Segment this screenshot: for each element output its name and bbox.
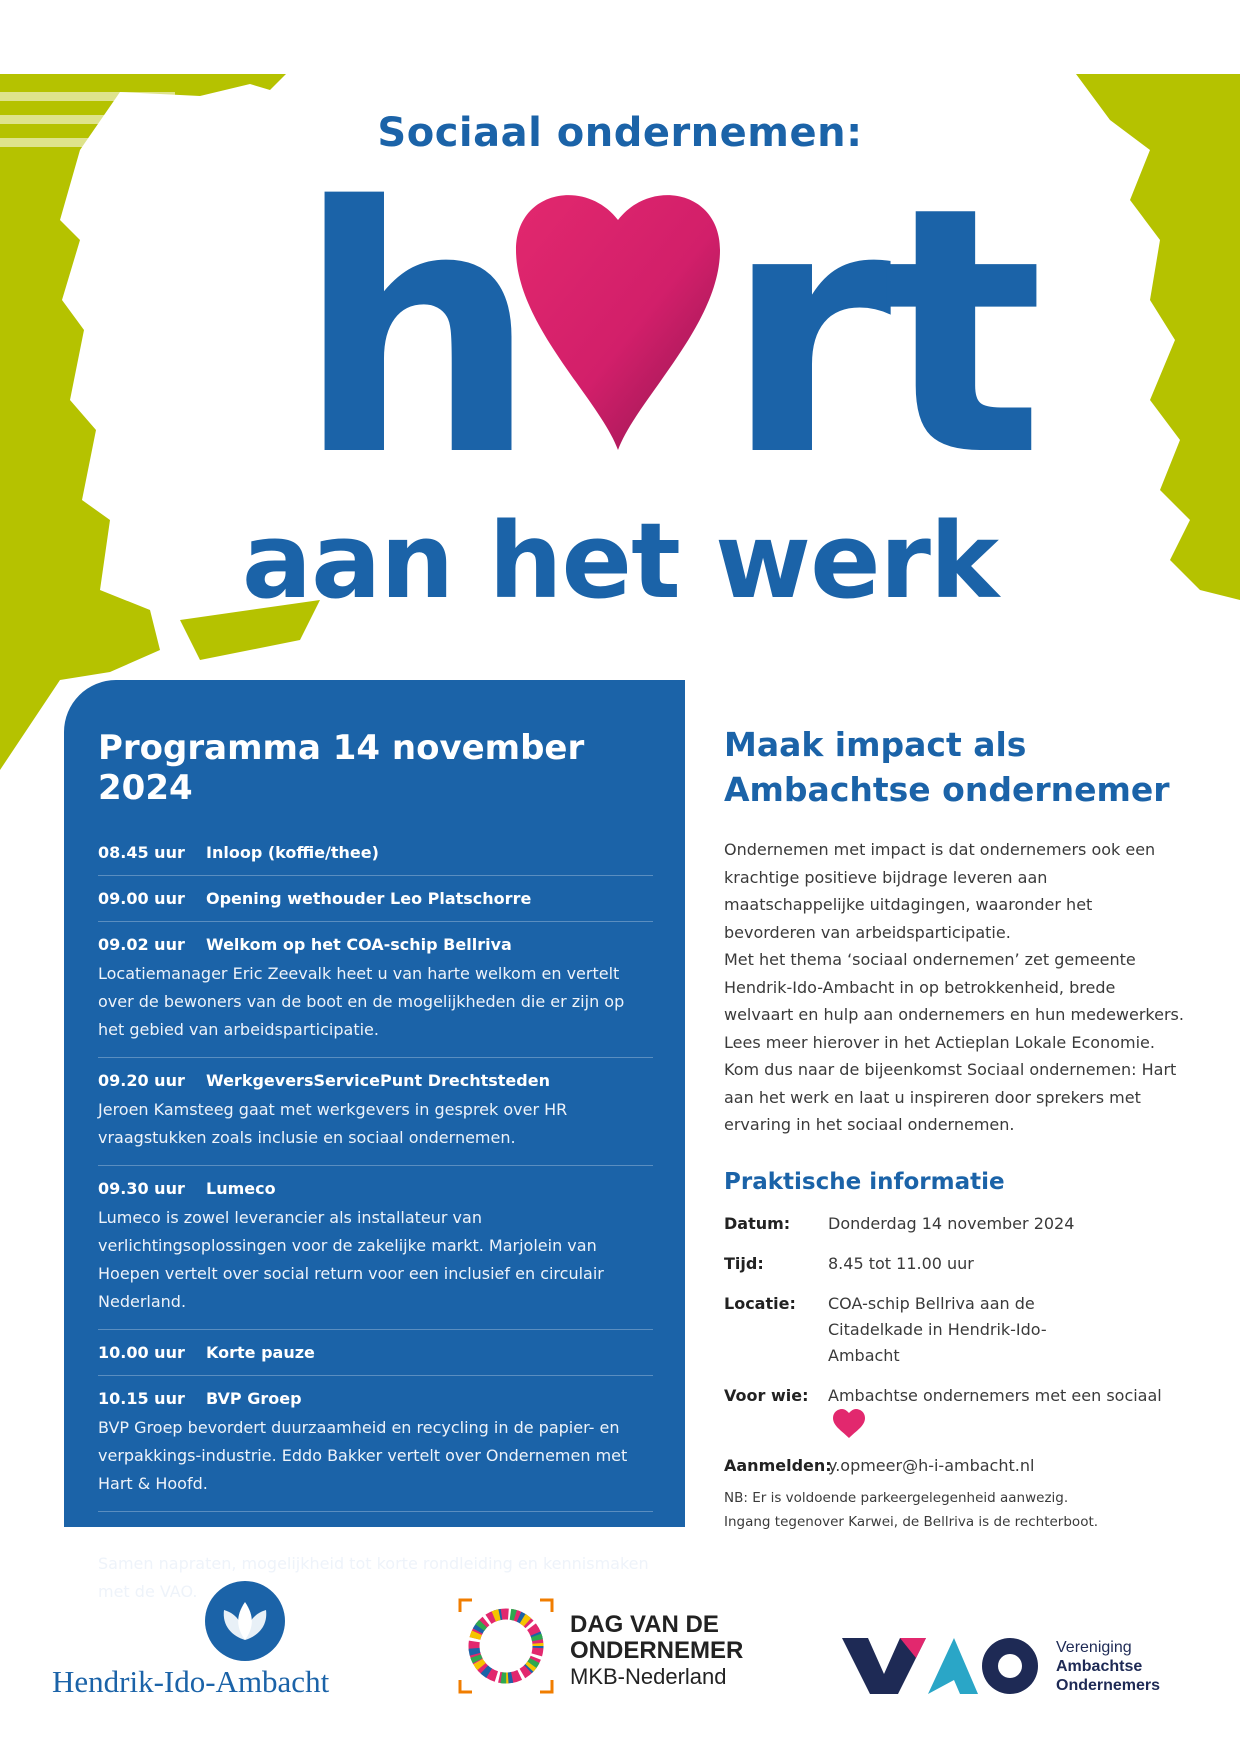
- logo-letter-h: h: [296, 135, 531, 531]
- program-item: [98, 876, 653, 922]
- program-desc: Jeroen Kamsteeg gaat met werkgevers in gesprek over HR vraagstukken zoals inclusie en sociaal ondernemen.: [98, 1100, 568, 1147]
- info-row-tijd: [724, 1251, 1186, 1277]
- program-title: Inloop (koffie/thee): [206, 843, 379, 862]
- program-item: [98, 1058, 653, 1166]
- program-title: Lumeco: [206, 1179, 276, 1198]
- parking-note: [724, 1486, 1098, 1534]
- program-time: 09.02 uur: [98, 935, 185, 954]
- dag-van-de-ondernemer-logo: [458, 1598, 778, 1698]
- program-item: [98, 1376, 653, 1512]
- praktisch-title: Praktische informatie: [724, 1168, 1005, 1195]
- program-item: [98, 830, 653, 876]
- info-label: Voor wie:: [724, 1385, 809, 1405]
- program-title: WerkgeversServicePunt Drechtsteden: [206, 1071, 550, 1090]
- program-title: Korte pauze: [206, 1343, 315, 1362]
- program-desc: Samen napraten, mogelijkheid tot korte rondleiding en kennismaken met de VAO.: [98, 1554, 649, 1601]
- program-title: Opening wethouder Leo Platschorre: [206, 889, 532, 908]
- program-item: [98, 1166, 653, 1330]
- logo-letters-rt: rt: [724, 135, 1035, 531]
- dag-line-3: MKB-Nederland: [570, 1664, 727, 1689]
- hart-logo: [296, 135, 1035, 531]
- program-time: 10.00 uur: [98, 1343, 185, 1362]
- info-label: Tijd:: [724, 1253, 764, 1273]
- info-label: Aanmelden:: [724, 1455, 832, 1475]
- info-value: 8.45 tot 11.00 uur: [828, 1253, 974, 1273]
- email-link[interactable]: y.opmeer@h-i-ambacht.nl: [828, 1455, 1035, 1475]
- impact-paragraph: Kom dus naar de bijeenkomst Sociaal ondernemen: Hart aan het werk en laat u inspireren door sprekers met ervaring in het sociaal ondernemen.: [724, 1060, 1177, 1134]
- color-ring-icon: [458, 1598, 554, 1694]
- programma-title: Programma 14 november 2024: [98, 728, 585, 808]
- header-subtitle: Sociaal ondernemen:: [377, 110, 863, 156]
- info-row-voor-wie: [724, 1383, 1186, 1439]
- info-value: Donderdag 14 november 2024: [828, 1213, 1075, 1233]
- info-label: Datum:: [724, 1213, 791, 1233]
- program-time: 10.15 uur: [98, 1389, 185, 1408]
- info-value: Ambachtse ondernemers met een sociaal: [828, 1385, 1162, 1405]
- heart-icon: [832, 1409, 866, 1439]
- program-time: 09.00 uur: [98, 889, 185, 908]
- program-time: 08.45 uur: [98, 843, 185, 862]
- program-title: Welkom op het COA-schip Bellriva: [206, 935, 512, 954]
- note-line: NB: Er is voldoende parkeergelegenheid aanwezig.: [724, 1490, 1069, 1506]
- info-value: COA-schip Bellriva aan de Citadelkade in Hendrik-Ido-Ambacht: [828, 1293, 1047, 1365]
- vao-line-2: Ambachtse: [1056, 1658, 1143, 1675]
- impact-paragraph: Met het thema ‘sociaal ondernemen’ zet gemeente Hendrik-Ido-Ambacht in op betrokkenheid, brede welvaart en hulp aan ondernemers en hun medewerkers. Lees meer hierover in het Actieplan Lokale Economie.: [724, 950, 1184, 1052]
- program-title: BVP Groep: [206, 1389, 302, 1408]
- program-desc: Lumeco is zowel leverancier als installateur van verlichtingsoplossingen voor de zakelijke markt. Marjolein van Hoepen vertelt over social return voor een inclusief en circulair Nederland.: [98, 1208, 604, 1311]
- hia-flower-icon: [204, 1580, 286, 1662]
- program-item: [98, 922, 653, 1058]
- info-row-aanmelden: [724, 1453, 1186, 1479]
- program-time: 10.45 uur: [98, 1525, 185, 1544]
- program-item: [98, 1330, 653, 1376]
- program-time: 09.30 uur: [98, 1179, 185, 1198]
- header-tagline: aan het werk: [241, 500, 999, 622]
- hia-logo: [52, 1580, 382, 1700]
- program-desc: BVP Groep bevordert duurzaamheid en recycling in de papier- en verpakkings-industrie. Eddo Bakker vertelt over Ondernemen met Hart & Hoofd.: [98, 1418, 628, 1493]
- impact-title: Maak impact als Ambachtse ondernemer: [724, 725, 1170, 809]
- heart-letter-icon: [516, 195, 720, 450]
- dag-line-2: ONDERNEMER: [570, 1637, 744, 1664]
- info-row-locatie: [724, 1291, 1186, 1369]
- info-label: Locatie:: [724, 1293, 796, 1313]
- program-desc: Locatiemanager Eric Zeevalk heet u van harte welkom en vertelt over de bewoners van de boot en de mogelijkheden die er zijn op het gebied van arbeidsparticipatie.: [98, 964, 625, 1039]
- impact-section: [724, 722, 1186, 1493]
- vao-mark-icon: [842, 1634, 1038, 1696]
- info-row-datum: [724, 1211, 1186, 1237]
- note-line: Ingang tegenover Karwei, de Bellriva is de rechterboot.: [724, 1514, 1099, 1530]
- vao-line-3: Ondernemers: [1056, 1677, 1161, 1694]
- dag-line-1: DAG VAN DE: [570, 1611, 719, 1638]
- program-title: Afsluiting: [206, 1525, 294, 1544]
- vao-logo: [842, 1634, 1182, 1704]
- program-time: 09.20 uur: [98, 1071, 185, 1090]
- programma-panel: [64, 680, 685, 1601]
- impact-paragraph: Ondernemen met impact is dat ondernemers ook een krachtige positieve bijdrage leveren aan maatschappelijke uitdagingen, waaronder het bevorderen van arbeidsparticipatie.: [724, 840, 1156, 942]
- hia-name: Hendrik-Ido-Ambacht: [52, 1664, 330, 1699]
- vao-line-1: Vereniging: [1056, 1639, 1132, 1656]
